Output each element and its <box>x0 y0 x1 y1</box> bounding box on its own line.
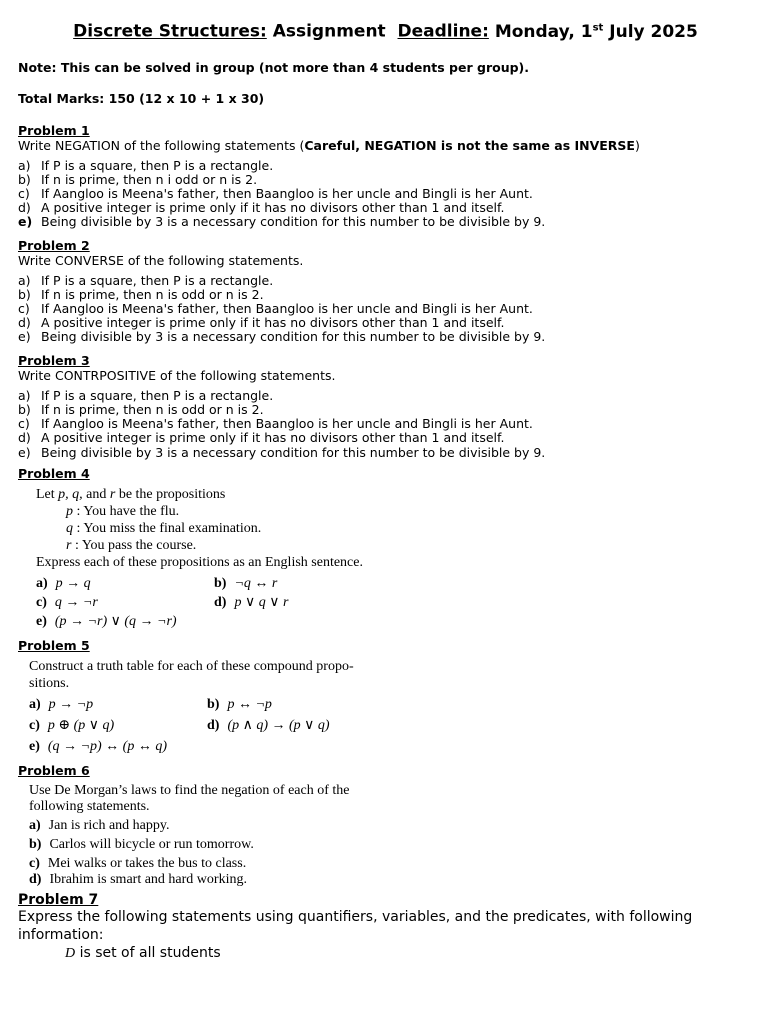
problem-6-intro-1: Use De Morgan’s laws to find the negation of each of the <box>29 782 350 798</box>
problem-4-let: Let p, q, and r be the propositions <box>36 486 226 502</box>
expression-item: e) (p → ¬r) ∨ (q → ¬r) <box>36 613 177 629</box>
problem-1-list <box>18 159 753 230</box>
list-item: a) If P is a square, then P is a rectangle. <box>18 387 274 403</box>
problem-5 <box>18 638 753 755</box>
problem-5-heading: Problem 5 <box>18 637 90 653</box>
problem-5-intro-1: Construct a truth table for each of these compound propo- <box>29 658 354 674</box>
list-item: e) Being divisible by 3 is a necessary condition for this number to be divisible by 9. <box>18 329 546 345</box>
problem-4-heading: Problem 4 <box>18 465 90 481</box>
expression-item: a) p → ¬p <box>29 696 94 712</box>
problem-4 <box>18 466 753 630</box>
expression-item: e) (q → ¬p) ↔ (p ↔ q) <box>29 738 167 754</box>
list-item: c) If Aangloo is Meena's father, then Baangloo is her uncle and Bingli is her Aunt. <box>18 416 533 432</box>
deadline-label: Deadline: <box>397 21 489 42</box>
problem-1 <box>18 123 753 230</box>
list-item: d) A positive integer is prime only if it has no divisors other than 1 and itself. <box>18 200 505 216</box>
problem-1-intro: Write NEGATION of the following statements (Careful, NEGATION is not the same as INVERSE) <box>18 137 640 153</box>
page-title <box>18 16 753 44</box>
problem-2-intro: Write CONVERSE of the following statements. <box>18 252 304 268</box>
problem-2-heading: Problem 2 <box>18 237 90 253</box>
problem-6-intro-2: following statements. <box>29 798 150 814</box>
problem-7 <box>18 892 753 963</box>
expression-item: b) ¬q ↔ r <box>214 575 278 591</box>
total-marks: Total Marks: 150 (12 x 10 + 1 x 30) <box>18 90 265 106</box>
assignment-word: Assignment <box>272 21 386 42</box>
assignment-page <box>18 14 753 963</box>
problem-3-intro: Write CONTRPOSITIVE of the following statements. <box>18 367 336 383</box>
problem-6-body <box>29 783 753 888</box>
expression-item: c) p ⊕ (p ∨ q) <box>29 717 115 733</box>
list-item: e) Being divisible by 3 is a necessary condition for this number to be divisible by 9. <box>18 214 546 230</box>
problem-7-heading: Problem 7 <box>18 891 99 908</box>
problem-4-body <box>36 486 753 630</box>
list-item: c) Mei walks or takes the bus to class. <box>29 855 247 871</box>
expression-item: d) p ∨ q ∨ r <box>214 594 289 610</box>
proposition-p: p : You have the flu. <box>66 503 180 519</box>
problem-6 <box>18 763 753 888</box>
proposition-q: q : You miss the final examination. <box>66 520 262 536</box>
problem-2-list <box>18 274 753 345</box>
list-item: d) Ibrahim is smart and hard working. <box>29 871 247 887</box>
deadline-date: Monday, 1st July 2025 <box>494 21 698 42</box>
list-item: c) If Aangloo is Meena's father, then Baangloo is her uncle and Bingli is her Aunt. <box>18 301 533 317</box>
list-item: d) A positive integer is prime only if it has no divisors other than 1 and itself. <box>18 430 505 446</box>
list-item: a) If P is a square, then P is a rectangle. <box>18 157 274 173</box>
problem-3 <box>18 353 753 460</box>
problem-7-text: Express the following statements using quantifiers, variables, and the predicates, with following information: <box>18 908 693 943</box>
proposition-r: r : You pass the course. <box>66 537 197 553</box>
problem-2 <box>18 238 753 345</box>
problem-3-list <box>18 389 753 460</box>
list-item: b) If n is prime, then n is odd or n is 2. <box>18 286 264 302</box>
problem-5-body <box>29 658 753 755</box>
problem-7-domain: D is set of all students <box>65 944 221 961</box>
list-item: b) If n is prime, then n i odd or n is 2. <box>18 171 258 187</box>
list-item: a) Jan is rich and happy. <box>29 817 170 833</box>
expression-item: d) (p ∧ q) → (p ∨ q) <box>207 717 330 733</box>
expression-item: a) p → q <box>36 575 91 591</box>
problem-6-heading: Problem 6 <box>18 762 90 778</box>
problem-3-heading: Problem 3 <box>18 352 90 368</box>
expression-item: b) p ↔ ¬p <box>207 696 272 712</box>
problem-4-expressions <box>36 575 753 630</box>
list-item: c) If Aangloo is Meena's father, then Baangloo is her uncle and Bingli is her Aunt. <box>18 186 533 202</box>
list-item: e) Being divisible by 3 is a necessary condition for this number to be divisible by 9. <box>18 444 546 460</box>
list-item: b) If n is prime, then n is odd or n is 2. <box>18 401 264 417</box>
list-item: d) A positive integer is prime only if it has no divisors other than 1 and itself. <box>18 315 505 331</box>
problem-1-heading: Problem 1 <box>18 122 90 138</box>
group-note: Note: This can be solved in group (not more than 4 students per group). <box>18 59 529 75</box>
problem-5-intro-2: sitions. <box>29 675 70 691</box>
problem-5-expressions <box>29 696 753 755</box>
expression-item: c) q → ¬r <box>36 594 98 610</box>
list-item: b) Carlos will bicycle or run tomorrow. <box>29 836 254 852</box>
course-name: Discrete Structures: <box>73 21 267 42</box>
problem-4-express: Express each of these propositions as an English sentence. <box>36 554 363 570</box>
list-item: a) If P is a square, then P is a rectangle. <box>18 272 274 288</box>
